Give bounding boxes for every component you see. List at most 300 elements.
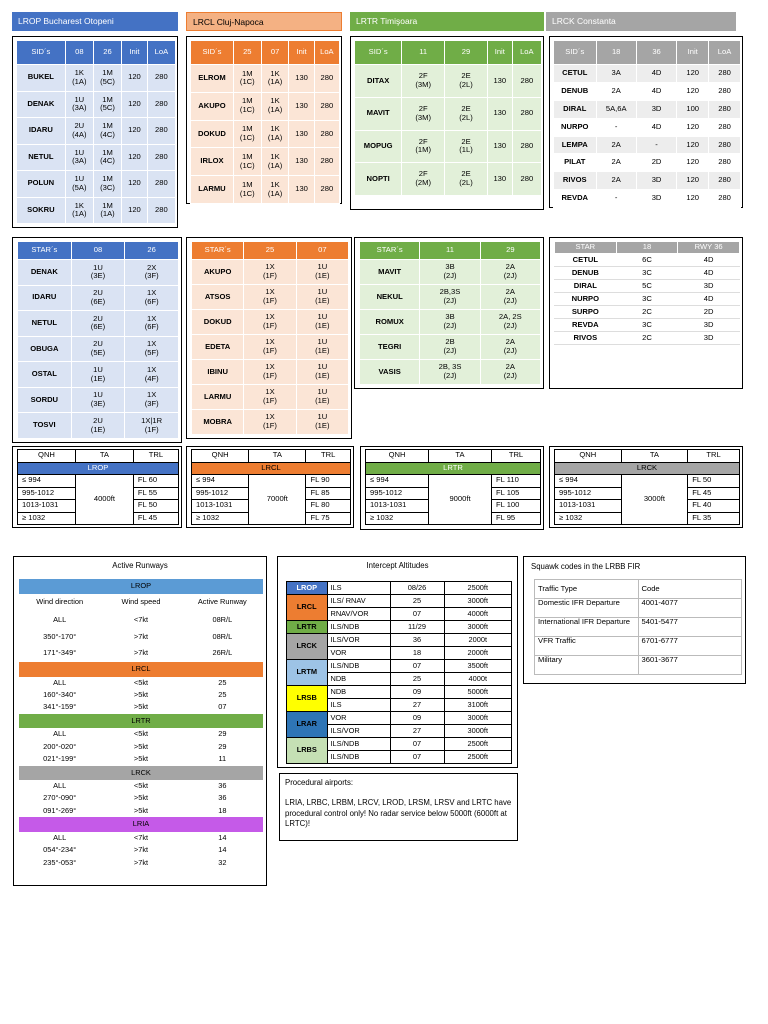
star-value: 2B,3S (2J)	[420, 285, 480, 310]
runway-section-header: LRTR	[19, 714, 263, 729]
airport-header-lrtr: LRTR Timişoara	[350, 12, 544, 31]
sid-value: 2E (2L)	[445, 97, 488, 130]
star-value: 1X (1F)	[244, 310, 296, 335]
sid-value: 280	[314, 148, 339, 176]
sid-value: 1K (1A)	[261, 176, 289, 204]
star-row	[360, 260, 541, 285]
sid-row	[554, 118, 741, 136]
qnh-header-cell: QNH	[366, 450, 429, 463]
sid-name: NETUL	[17, 144, 66, 171]
sid-value: 1M (1A)	[93, 197, 121, 224]
intercept-altitude: 3000ft	[444, 621, 512, 634]
sid-row	[554, 190, 741, 208]
sid-row	[355, 65, 542, 98]
sid-value: 130	[289, 65, 314, 93]
sid-row	[554, 172, 741, 190]
star-value: 2U (6E)	[71, 311, 125, 337]
wind-direction: ALL	[53, 614, 67, 624]
sid-value: 280	[709, 100, 741, 118]
sid-value: 120	[122, 118, 148, 145]
squawk-row	[535, 656, 742, 675]
transition-altitude: 3000ft	[621, 475, 688, 525]
star-header-cell: 29	[480, 242, 540, 260]
star-table	[554, 241, 740, 345]
sid-row	[554, 100, 741, 118]
sid-header-row	[17, 41, 176, 65]
runway-section-row	[19, 579, 263, 594]
intercept-altitude: 4000t	[444, 673, 512, 686]
star-value: 2C	[616, 332, 678, 345]
star-value: 2U (5E)	[71, 336, 125, 362]
approach-type: VOR	[327, 712, 390, 725]
qnh-row	[366, 475, 541, 488]
sid-panel-lrop	[12, 36, 178, 228]
star-value: 3D	[678, 332, 740, 345]
sid-name: IRLOX	[191, 148, 234, 176]
sid-value: 4D	[636, 82, 676, 100]
runway: 27	[390, 699, 444, 712]
star-row	[555, 267, 740, 280]
qnh-header-cell: TA	[75, 450, 133, 463]
runway: 09	[390, 686, 444, 699]
sid-value: 130	[487, 97, 512, 130]
runway-row	[19, 741, 263, 753]
star-value: 6C	[616, 254, 678, 267]
transition-level: FL 45	[688, 487, 740, 500]
approach-type: ILS/NDB	[327, 621, 390, 634]
sid-value: 120	[677, 82, 709, 100]
sid-value: 1M (5C)	[93, 91, 121, 118]
star-row	[18, 336, 179, 362]
sid-value: 3D	[636, 172, 676, 190]
transition-level: FL 105	[492, 487, 541, 500]
star-value: 3C	[616, 267, 678, 280]
star-header-row	[192, 242, 349, 260]
star-name: DENAK	[18, 260, 72, 286]
intercept-airport: LRBS	[287, 738, 328, 764]
sid-header-cell: 25	[233, 41, 261, 65]
star-header-row	[360, 242, 541, 260]
sid-row	[554, 154, 741, 172]
qnh-table-wrap	[554, 449, 740, 525]
sid-header-row	[554, 41, 741, 65]
qnh-range: ≥ 1032	[366, 512, 429, 525]
qnh-airport-row	[192, 462, 351, 475]
intercept-altitude: 2500ft	[444, 582, 512, 595]
sid-name: DOKUD	[191, 120, 234, 148]
star-value: 3D	[678, 280, 740, 293]
star-name: ROMUX	[360, 310, 420, 335]
sid-header-cell: Init	[487, 41, 512, 65]
runway-section-row	[19, 714, 263, 729]
sid-value: 2A	[596, 82, 636, 100]
sid-value: 280	[709, 154, 741, 172]
intercept-row	[287, 660, 512, 673]
star-row	[555, 306, 740, 319]
runway-section-header: LRCL	[19, 662, 263, 677]
sid-header-cell: 18	[596, 41, 636, 65]
sid-value: 2F (1M)	[402, 130, 445, 163]
star-row	[18, 260, 179, 286]
qnh-header-cell: QNH	[18, 450, 76, 463]
star-value: 1U (3E)	[71, 260, 125, 286]
active-runway: 07	[218, 702, 227, 712]
star-value: 4D	[678, 254, 740, 267]
star-name: NEKUL	[360, 285, 420, 310]
sid-value: 280	[709, 190, 741, 208]
star-name: RIVOS	[555, 332, 617, 345]
sid-value: 280	[314, 120, 339, 148]
qnh-header-row	[18, 450, 179, 463]
star-value: 4D	[678, 293, 740, 306]
wind-direction: 200°-020°	[43, 741, 77, 751]
qnh-range: ≥ 1032	[555, 512, 622, 525]
sid-value: 280	[147, 144, 175, 171]
star-name: DOKUD	[192, 310, 244, 335]
sid-value: 2A	[596, 172, 636, 190]
qnh-range: ≤ 994	[366, 475, 429, 488]
intercept-airport: LRTM	[287, 660, 328, 686]
runway-header-row	[19, 594, 263, 612]
sid-name: ELROM	[191, 65, 234, 93]
runway-row	[19, 645, 263, 662]
star-row	[18, 362, 179, 388]
sid-row	[355, 130, 542, 163]
star-table-wrap	[554, 241, 740, 345]
active-runway: 14	[218, 845, 227, 855]
active-runway: 29	[218, 741, 227, 751]
sid-value: 2F (2M)	[402, 163, 445, 196]
wind-speed: >5kt	[133, 805, 149, 815]
star-value: 1U (1E)	[296, 335, 348, 360]
runway-section-row	[19, 662, 263, 677]
approach-type: NDB	[327, 673, 390, 686]
active-runways-table	[19, 579, 263, 869]
sid-row	[191, 120, 340, 148]
star-value: 2A (2J)	[480, 360, 540, 385]
qnh-header-cell: TA	[429, 450, 492, 463]
intercept-altitude: 2000ft	[444, 647, 512, 660]
approach-type: VOR	[327, 647, 390, 660]
sid-value: 100	[677, 100, 709, 118]
sid-value: 120	[677, 65, 709, 83]
star-header-row	[555, 242, 740, 254]
intercept-row	[287, 582, 512, 595]
sid-value: -	[596, 118, 636, 136]
sid-name: SOKRU	[17, 197, 66, 224]
star-value: 3C	[616, 319, 678, 332]
sid-header-cell: 26	[93, 41, 121, 65]
wind-direction: 350°-170°	[43, 631, 77, 641]
squawk-table-wrap	[534, 579, 742, 675]
sid-value: 120	[122, 65, 148, 92]
intercept-altitude: 2500ft	[444, 738, 512, 751]
runway: 25	[390, 595, 444, 608]
airport-header-lrop: LROP Bucharest Otopeni	[12, 12, 178, 31]
sid-table-wrap	[354, 40, 542, 196]
wind-speed: <7kt	[133, 832, 149, 842]
star-value: 1U (1E)	[296, 260, 348, 285]
approach-type: NDB	[327, 686, 390, 699]
star-header-cell: RWY 36	[678, 242, 740, 254]
approach-type: ILS/VOR	[327, 634, 390, 647]
squawk-code: 6701-6777	[638, 637, 742, 656]
qnh-row	[192, 475, 351, 488]
wind-direction: 091°-269°	[43, 805, 77, 815]
qnh-header-row	[366, 450, 541, 463]
star-value: 4D	[678, 267, 740, 280]
sid-value: 1U (3A)	[65, 91, 93, 118]
star-value: 2C	[616, 306, 678, 319]
qnh-airport-bar: LRTR	[366, 462, 541, 475]
sid-value: 1M (1C)	[233, 120, 261, 148]
squawk-row	[535, 618, 742, 637]
active-runway: 25	[218, 677, 227, 687]
wind-speed: >5kt	[133, 741, 149, 751]
star-value: 1U (1E)	[296, 410, 348, 435]
squawk-panel	[523, 556, 746, 684]
active-runway: 14	[218, 832, 227, 842]
sid-value: 120	[122, 171, 148, 198]
approach-type: ILS	[327, 582, 390, 595]
sid-row	[554, 82, 741, 100]
star-name: IDARU	[18, 285, 72, 311]
star-name: VASIS	[360, 360, 420, 385]
qnh-header-cell: TRL	[133, 450, 178, 463]
runway-row	[19, 844, 263, 856]
sid-value: 2D	[636, 154, 676, 172]
runway-section-header: LRIA	[19, 817, 263, 832]
intercept-row	[287, 712, 512, 725]
runway: 08/26	[390, 582, 444, 595]
intercept-altitude: 3100ft	[444, 699, 512, 712]
star-name: NURPO	[555, 293, 617, 306]
intercept-row	[287, 686, 512, 699]
runway-row	[19, 677, 263, 689]
star-name: SORDU	[18, 387, 72, 413]
sid-value: 1M (1C)	[233, 176, 261, 204]
traffic-type: International IFR Departure	[535, 618, 639, 637]
sid-value: 120	[677, 154, 709, 172]
star-name: TOSVI	[18, 413, 72, 439]
squawk-header-cell: Traffic Type	[535, 580, 639, 599]
star-row	[360, 360, 541, 385]
sid-value: 2U (4A)	[65, 118, 93, 145]
star-header-cell: 26	[125, 242, 179, 260]
sid-row	[17, 118, 176, 145]
sid-header-cell: Init	[122, 41, 148, 65]
qnh-airport-bar: LRCK	[555, 462, 740, 475]
star-name: CETUL	[555, 254, 617, 267]
runway: 07	[390, 738, 444, 751]
star-panel-lrtr	[354, 237, 544, 389]
qnh-header-cell: TA	[249, 450, 306, 463]
qnh-header-row	[555, 450, 740, 463]
procedural-title: Procedural airports:	[285, 778, 354, 787]
star-value: 2B, 3S (2J)	[420, 360, 480, 385]
star-value: 2A (2J)	[480, 335, 540, 360]
star-name: DENUB	[555, 267, 617, 280]
qnh-range: 1013-1031	[366, 500, 429, 513]
squawk-code: 4001-4077	[638, 599, 742, 618]
approach-type: ILS/NDB	[327, 660, 390, 673]
qnh-airport-row	[555, 462, 740, 475]
transition-altitude: 7000ft	[249, 475, 306, 525]
runway-row	[19, 753, 263, 765]
star-header-cell: STAR´s	[192, 242, 244, 260]
sid-header-cell: SID´s	[554, 41, 597, 65]
sid-table-wrap	[16, 40, 176, 224]
traffic-type: Domestic IFR Departure	[535, 599, 639, 618]
sid-table	[190, 40, 340, 204]
sid-name: MOPUG	[355, 130, 402, 163]
qnh-panel-lrck	[549, 446, 743, 528]
sid-value: 280	[147, 65, 175, 92]
sid-value: 4D	[636, 118, 676, 136]
sid-name: LARMU	[191, 176, 234, 204]
runway: 11/29	[390, 621, 444, 634]
sid-header-cell: 11	[402, 41, 445, 65]
star-name: IBINU	[192, 360, 244, 385]
qnh-row	[18, 475, 179, 488]
star-row	[18, 413, 179, 439]
sid-name: MAVIT	[355, 97, 402, 130]
star-value: 2A, 2S (2J)	[480, 310, 540, 335]
intercept-altitude: 2500ft	[444, 751, 512, 764]
star-header-cell: 07	[296, 242, 348, 260]
star-row	[555, 280, 740, 293]
intercept-airport: LRSB	[287, 686, 328, 712]
sid-name: DIRAL	[554, 100, 597, 118]
transition-altitude: 9000ft	[429, 475, 492, 525]
wind-speed: >5kt	[133, 754, 149, 764]
sid-header-cell: 29	[445, 41, 488, 65]
qnh-range: 1013-1031	[192, 500, 249, 513]
sid-row	[554, 65, 741, 83]
star-value: 1X (1F)	[244, 260, 296, 285]
sid-value: 2A	[596, 136, 636, 154]
runway-row	[19, 628, 263, 645]
star-name: TEGRI	[360, 335, 420, 360]
runway-header-cell: Wind direction	[36, 597, 84, 607]
star-value: 3B (2J)	[420, 260, 480, 285]
sid-row	[17, 65, 176, 92]
star-value: 1X (6F)	[125, 311, 179, 337]
sid-value: 1K (1A)	[261, 65, 289, 93]
wind-direction: 054°-234°	[43, 845, 77, 855]
wind-direction: 270°-090°	[43, 793, 77, 803]
sid-name: LEMPA	[554, 136, 597, 154]
sid-value: 2E (1L)	[445, 130, 488, 163]
intercept-row	[287, 634, 512, 647]
star-value: 2A (2J)	[480, 285, 540, 310]
qnh-range: ≤ 994	[192, 475, 249, 488]
wind-speed: <5kt	[133, 729, 149, 739]
star-name: EDETA	[192, 335, 244, 360]
sid-value: 130	[487, 65, 512, 98]
star-value: 2U (6E)	[71, 285, 125, 311]
qnh-header-cell: TRL	[688, 450, 740, 463]
sid-value: 130	[289, 120, 314, 148]
sid-value: 280	[147, 171, 175, 198]
intercept-altitude: 3000ft	[444, 712, 512, 725]
star-header-cell: STAR´s	[360, 242, 420, 260]
squawk-row	[535, 637, 742, 656]
sid-name: AKUPO	[191, 92, 234, 120]
qnh-range: 995-1012	[366, 487, 429, 500]
runway: 07	[390, 751, 444, 764]
star-row	[192, 310, 349, 335]
active-runway: 08R/L	[212, 631, 233, 641]
sid-value: 1U (5A)	[65, 171, 93, 198]
star-value: 1X (1F)	[244, 335, 296, 360]
runway-section-header: LRCK	[19, 766, 263, 781]
star-name: DIRAL	[555, 280, 617, 293]
runway-row	[19, 612, 263, 629]
star-value: 1X (4F)	[125, 362, 179, 388]
star-value: 2A (2J)	[480, 260, 540, 285]
transition-level: FL 45	[133, 512, 178, 525]
sid-row	[17, 197, 176, 224]
sid-value: 3D	[636, 190, 676, 208]
wind-direction: 171°-349°	[43, 648, 77, 658]
sid-value: 120	[677, 118, 709, 136]
sid-header-cell: LoA	[709, 41, 741, 65]
sid-row	[191, 65, 340, 93]
wind-speed: >7kt	[133, 857, 149, 867]
star-value: 3D	[678, 319, 740, 332]
intercept-altitude: 2000t	[444, 634, 512, 647]
sid-value: 1M (1C)	[233, 65, 261, 93]
star-value: 1U (1E)	[296, 360, 348, 385]
airport-header-lrck: LRCK Constanta	[546, 12, 736, 31]
sid-header-cell: LoA	[314, 41, 339, 65]
traffic-type: Military	[535, 656, 639, 675]
star-header-cell: 25	[244, 242, 296, 260]
star-panel-lrop	[12, 237, 182, 443]
transition-level: FL 35	[688, 512, 740, 525]
star-table	[359, 241, 541, 385]
intercept-row	[287, 738, 512, 751]
runway-section-header: LROP	[19, 579, 263, 594]
sid-header-cell: Init	[289, 41, 314, 65]
approach-type: ILS/NDB	[327, 738, 390, 751]
star-panel-lrck	[549, 237, 743, 389]
sid-header-cell: Init	[677, 41, 709, 65]
wind-speed: >7kt	[133, 631, 149, 641]
sid-panel-lrcl	[186, 36, 342, 204]
sid-header-cell: LoA	[512, 41, 541, 65]
sid-value: 120	[677, 136, 709, 154]
runway-row	[19, 780, 263, 792]
runway: 09	[390, 712, 444, 725]
sid-name: NURPO	[554, 118, 597, 136]
runway-row	[19, 702, 263, 714]
intercept-row	[287, 621, 512, 634]
squawk-header-cell: Code	[638, 580, 742, 599]
sid-header-cell: 36	[636, 41, 676, 65]
transition-level: FL 100	[492, 500, 541, 513]
intercept-title: Intercept Altitudes	[366, 561, 429, 570]
sid-value: -	[596, 190, 636, 208]
sid-name: REVDA	[554, 190, 597, 208]
sid-name: CETUL	[554, 65, 597, 83]
qnh-range: ≥ 1032	[192, 512, 249, 525]
active-runways-panel	[13, 556, 267, 886]
star-name: OBUGA	[18, 336, 72, 362]
star-row	[360, 285, 541, 310]
star-value: 1U (1E)	[296, 385, 348, 410]
